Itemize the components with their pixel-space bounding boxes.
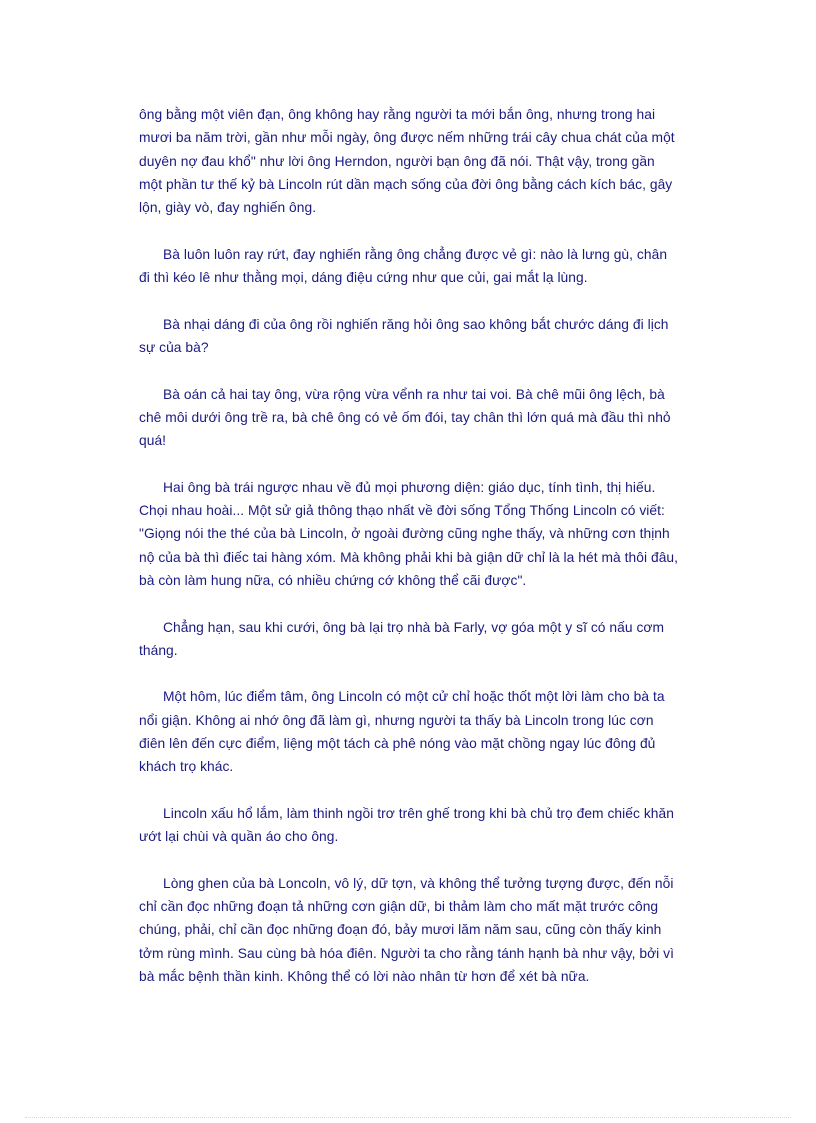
paragraph-6: Chẳng hạn, sau khi cưới, ông bà lại trọ nhà bà Farly, vợ góa một y sĩ có nấu cơm tháng. (139, 619, 665, 658)
page-bottom-divider (25, 1117, 791, 1118)
paragraph-1: ông bằng một viên đạn, ông không hay rằng người ta mới bắn ông, nhưng trong hai mươi ba năm trời, gần như mỗi ngày, ông được nếm những trái cây chua chát của một duyên nợ đau khổ" như lời ông Herndon, người bạn ông đã nói. Thật vậy, trong gần một phần tư thế kỷ bà Lincoln rút dần mạch sống của đời ông bằng cách kích bác, gây lộn, giày vò, đay nghiến ông. (139, 107, 675, 216)
paragraph-3: Bà nhại dáng đi của ông rồi nghiến răng hỏi ông sao không bắt chước dáng đi lịch sự của bà? (139, 316, 669, 355)
body-text (139, 103, 679, 1012)
paragraph-4: Bà oán cả hai tay ông, vừa rộng vừa vểnh ra như tai voi. Bà chê mũi ông lệch, bà chê môi dưới ông trề ra, bà chê ông có vẻ ốm đói, tay chân thì lớn quá mà đầu thì nhỏ quá! (139, 386, 671, 449)
paragraph-7: Một hôm, lúc điểm tâm, ông Lincoln có một cử chỉ hoặc thốt một lời làm cho bà ta nổi giận. Không ai nhớ ông đã làm gì, nhưng người ta thấy bà Lincoln trong lúc cơn điên lên đến cực điểm, liệng một tách cà phê nóng vào mặt chồng ngay lúc đông đủ khách trọ khác. (139, 689, 665, 775)
paragraph-5: Hai ông bà trái ngược nhau về đủ mọi phương diện: giáo dục, tính tình, thị hiếu. Chọi nhau hoài... Một sử giả thông thạo nhất về đời sống Tổng Thống Lincoln có viết: "Giọng nói the thé của bà Lincoln, ở ngoài đường cũng nghe thấy, và những cơn thịnh nộ của bà thì điếc tai hàng xóm. Mà không phải khi bà giận dữ chỉ là la hét mà thôi đâu, bà còn làm hung nữa, có nhiều chứng cớ không thể cãi được". (139, 479, 679, 588)
paragraph-2: Bà luôn luôn ray rứt, đay nghiến rằng ông chẳng được vẻ gì: nào là lưng gù, chân đi thì kéo lê như thằng mọi, dáng điệu cứng như que củi, gai mắt lạ lùng. (139, 246, 668, 286)
paragraph-9: Lòng ghen của bà Loncoln, vô lý, dữ tợn, và không thể tưởng tượng được, đến nỗi chỉ cần đọc những đoạn tả những cơn giận dữ, bi thảm làm cho mất mặt trước công chúng, phải, chỉ cần đọc những đoạn đó, bảy mươi lăm năm sau, cũng còn thấy kinh tởm rùng mình. Sau cùng bà hóa điên. Người ta cho rằng tánh hạnh bà như vậy, bởi vì bà mắc bệnh thần kinh. Không thể có lời nào nhân từ hơn để xét bà nữa. (139, 875, 675, 984)
paragraph-8: Lincoln xấu hổ lắm, làm thinh ngồi trơ trên ghế trong khi bà chủ trọ đem chiếc khăn ướt lại chùi và quần áo cho ông. (139, 805, 674, 845)
